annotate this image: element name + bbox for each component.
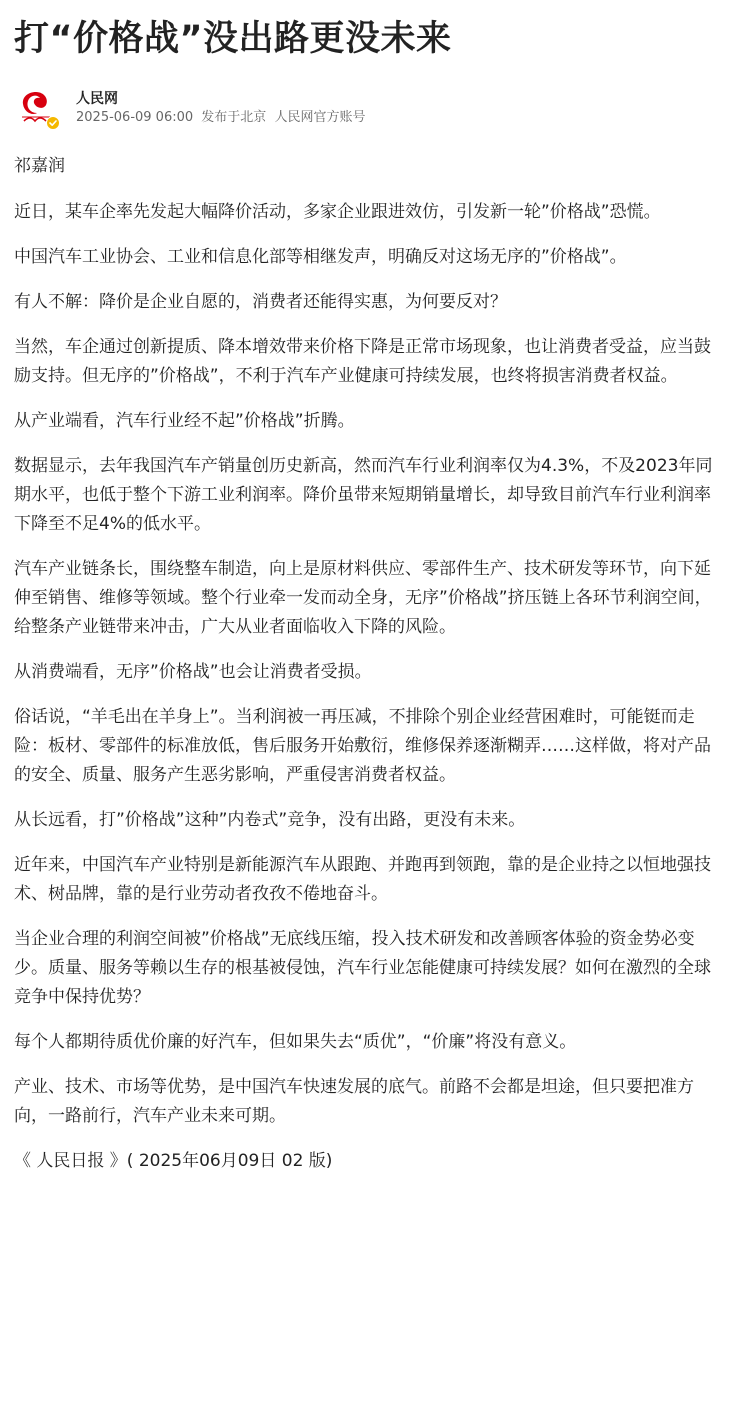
paragraph: 近日，某车企率先发起大幅降价活动，多家企业跟进效仿，引发新一轮”价格战”恐慌。 (14, 202, 661, 222)
paragraph: 从消费端看，无序”价格战”也会让消费者受损。 (14, 662, 372, 682)
byline (14, 86, 734, 132)
meta-line (76, 109, 365, 127)
paragraph: 当企业合理的利润空间被”价格战”无底线压缩，投入技术研发和改善顾客体验的资金势必变少。质量、服务等赖以生存的根基被侵蚀，汽车行业怎能健康可持续发展？如何在激烈的全球竞争中保持优势？ (14, 929, 711, 1007)
verified-badge-icon (46, 116, 60, 130)
paragraph: 从产业端看，汽车行业经不起”价格战”折腾。 (14, 411, 355, 431)
article-body (14, 152, 726, 1192)
paragraph: 有人不解：降价是企业自愿的，消费者还能得实惠，为何要反对？ (14, 292, 507, 312)
paragraph: 当然，车企通过创新提质、降本增效带来价格下降是正常市场现象，也让消费者受益，应当鼓励支持。但无序的”价格战”，不利于汽车产业健康可持续发展，也终将损害消费者权益。 (14, 337, 711, 386)
paragraph: 数据显示，去年我国汽车产销量创历史新高，然而汽车行业利润率仅为4.3%，不及2023年同期水平，也低于整个下游工业利润率。降价虽带来短期销量增长，却导致目前汽车行业利润率下降至不足4%的低水平。 (14, 456, 713, 534)
article-source-footer: 《 人民日报 》( 2025年06月09日 02 版) (14, 1151, 333, 1171)
account-label: 人民网官方账号 (274, 110, 366, 125)
paragraph: 俗话说，“羊毛出在羊身上”。当利润被一再压减，不排除个别企业经营困难时，可能铤而走险：板材、零部件的标准放低，售后服务开始敷衍，维修保养逐渐糊弄……这样做，将对产品的安全、质量、服务产生恶劣影响，严重侵害消费者权益。 (14, 707, 711, 785)
paragraph: 中国汽车工业协会、工业和信息化部等相继发声，明确反对这场无序的”价格战”。 (14, 247, 627, 267)
paragraph: 汽车产业链条长，围绕整车制造，向上是原材料供应、零部件生产、技术研发等环节，向下延伸至销售、维修等领域。整个行业牵一发而动全身，无序”价格战”挤压链上各环节利润空间，给整条产业链带来冲击，广大从业者面临收入下降的风险。 (14, 559, 712, 637)
source-avatar[interactable] (16, 88, 56, 128)
publish-time: 2025-06-09 06:00 (76, 110, 194, 125)
paragraph: 产业、技术、市场等优势，是中国汽车快速发展的底气。前路不会都是坦途，但只要把准方向，一路前行，汽车产业未来可期。 (14, 1077, 694, 1126)
paragraph: 近年来，中国汽车产业特别是新能源汽车从跟跑、并跑再到领跑，靠的是企业持之以恒地强技术、树品牌，靠的是行业劳动者孜孜不倦地奋斗。 (14, 855, 711, 904)
author-name: 祁嘉润 (14, 156, 65, 176)
article-title: 打“价格战”没出路更没未来 (14, 19, 452, 59)
paragraph: 每个人都期待质优价廉的好汽车，但如果失去“质优”，“价廉”将没有意义。 (14, 1032, 577, 1052)
source-name[interactable]: 人民网 (76, 91, 118, 107)
publish-location: 发布于北京 (201, 110, 267, 125)
paragraph: 从长远看，打”价格战”这种”内卷式”竞争，没有出路，更没有未来。 (14, 810, 526, 830)
